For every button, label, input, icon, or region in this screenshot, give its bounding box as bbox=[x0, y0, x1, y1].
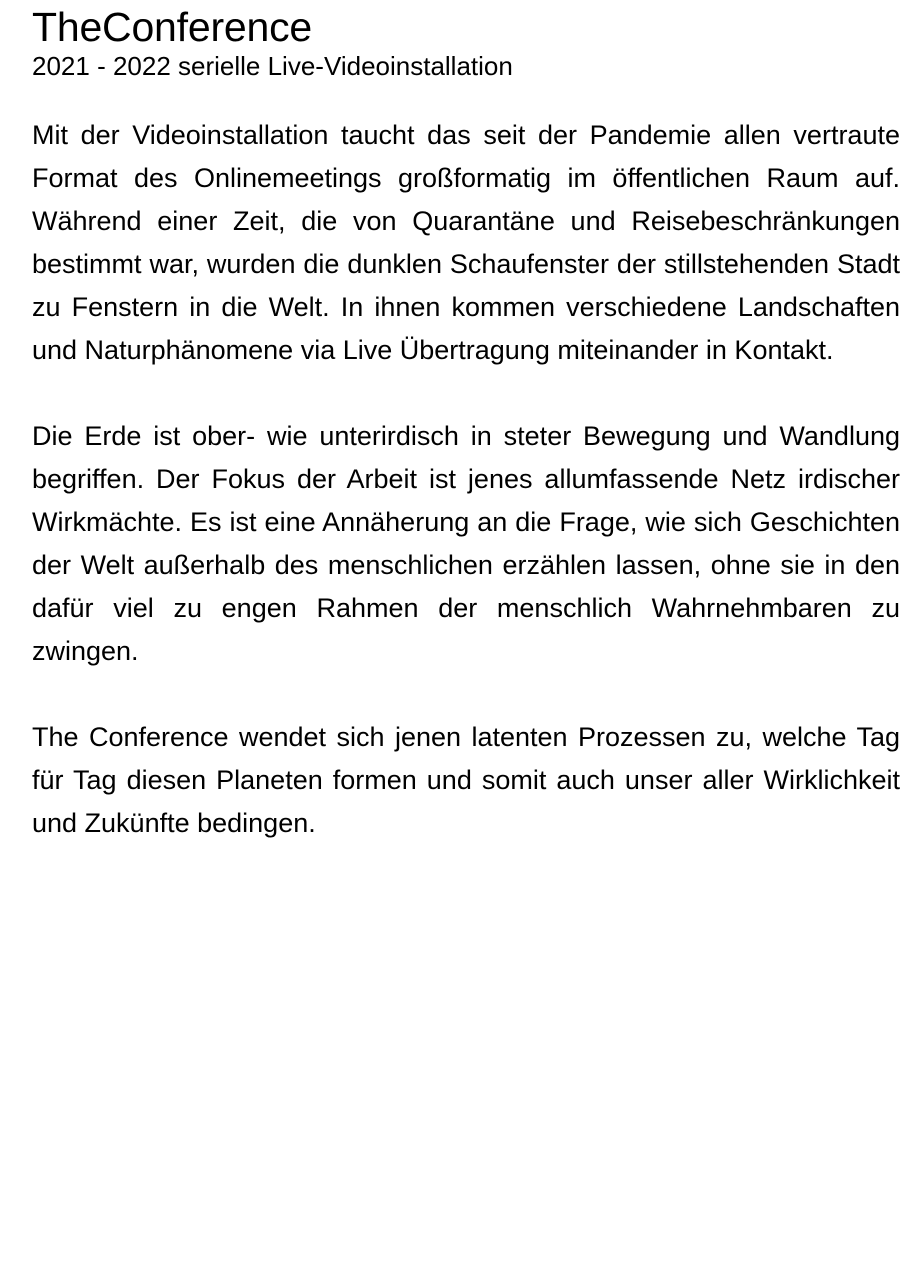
paragraph-focus: Die Erde ist ober- wie unterirdisch in steter Bewegung und Wandlung begriffen. Der Fokus der Arbeit ist jenes allumfassende Netz irdischer Wirkmächte. Es ist eine Annäherung an die Frage, wie sich Geschichten der Welt außerhalb des menschlichen erzählen lassen, ohne sie in den dafür viel zu engen Rahmen der menschlich Wahrnehmbaren zu zwingen. bbox=[32, 421, 900, 666]
page-content bbox=[32, 0, 900, 888]
page-title: TheConference bbox=[32, 4, 313, 50]
page-subtitle: 2021 - 2022 serielle Live-Videoinstallation bbox=[32, 51, 513, 81]
paragraph-intro: Mit der Videoinstallation taucht das seit der Pandemie allen vertraute Format des Onlinemeetings großformatig im öffentlichen Raum auf. Während einer Zeit, die von Quarantäne und Reisebeschränkungen bestimmt war, wurden die dunklen Schaufenster der stillstehenden Stadt zu Fenstern in die Welt. In ihnen kommen verschiedene Landschaften und Naturphänomene via Live Übertragung miteinander in Kontakt. bbox=[32, 120, 900, 365]
body-text bbox=[32, 114, 900, 845]
paragraph-conclusion: The Conference wendet sich jenen latenten Prozessen zu, welche Tag für Tag diesen Planeten formen und somit auch unser aller Wirklichkeit und Zukünfte bedingen. bbox=[32, 722, 900, 838]
